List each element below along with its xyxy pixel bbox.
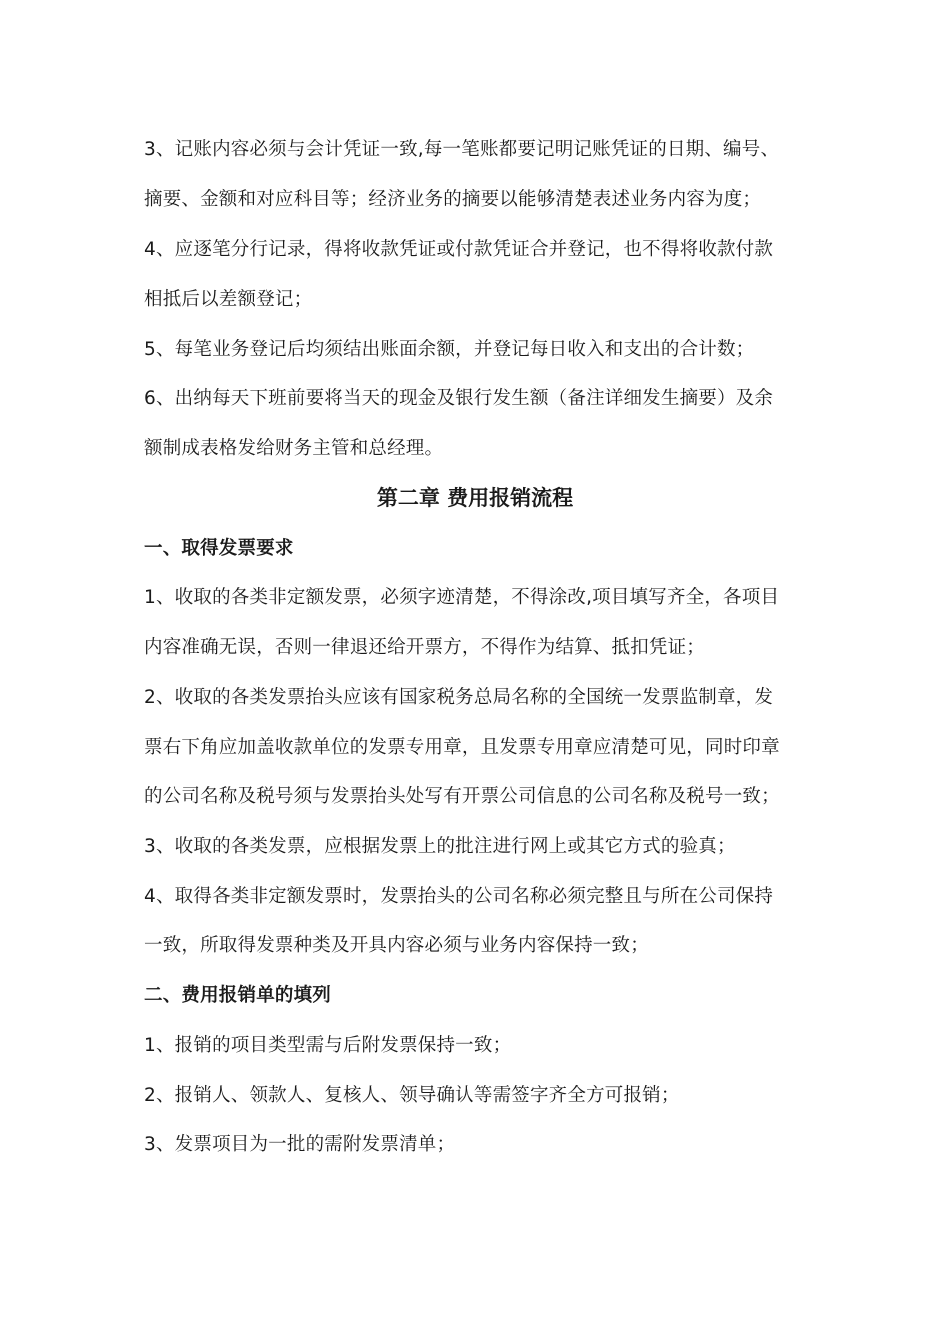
paragraph-line: 的公司名称及税号须与发票抬头处写有开票公司信息的公司名称及税号一致； [144,786,780,807]
paragraph-line: 2、报销人、领款人、复核人、领导确认等需签字齐全方可报销； [144,1085,680,1106]
paragraph-line: 4、应逐笔分行记录，得将收款凭证或付款凭证合并登记，也不得将收款付款 [144,239,774,260]
chapter-title: 第二章 费用报销流程 [376,486,574,510]
paragraph-line: 4、取得各类非定额发票时，发票抬头的公司名称必须完整且与所在公司保持 [144,886,774,907]
paragraph-line: 1、收取的各类非定额发票，必须字迹清楚，不得涂改,项目填写齐全，各项目 [144,587,780,608]
paragraph-line: 5、每笔业务登记后均须结出账面余额，并登记每日收入和支出的合计数； [144,339,755,360]
paragraph-line: 内容准确无误，否则一律退还给开票方，不得作为结算、抵扣凭证； [144,637,706,658]
paragraph-line: 一致，所取得发票种类及开具内容必须与业务内容保持一致； [144,935,649,956]
paragraph-line: 摘要、金额和对应科目等；经济业务的摘要以能够清楚表述业务内容为度； [144,189,762,210]
paragraph-line: 票右下角应加盖收款单位的发票专用章，且发票专用章应清楚可见，同时印章 [144,737,780,758]
paragraph-line: 1、报销的项目类型需与后附发票保持一致； [144,1035,512,1056]
section-heading: 二、费用报销单的填列 [144,985,332,1006]
paragraph-line: 额制成表格发给财务主管和总经理。 [144,438,444,459]
paragraph-line: 3、发票项目为一批的需附发票清单； [144,1134,456,1155]
paragraph-line: 6、出纳每天下班前要将当天的现金及银行发生额（备注详细发生摘要）及余 [144,388,774,409]
paragraph-line: 相抵后以差额登记； [144,289,313,310]
paragraph-line: 3、记账内容必须与会计凭证一致,每一笔账都要记明记账凭证的日期、编号、 [144,139,780,160]
paragraph-line: 3、收取的各类发票，应根据发票上的批注进行网上或其它方式的验真； [144,836,736,857]
section-heading: 一、取得发票要求 [144,538,294,559]
paragraph-line: 2、收取的各类发票抬头应该有国家税务总局名称的全国统一发票监制章，发 [144,687,774,708]
